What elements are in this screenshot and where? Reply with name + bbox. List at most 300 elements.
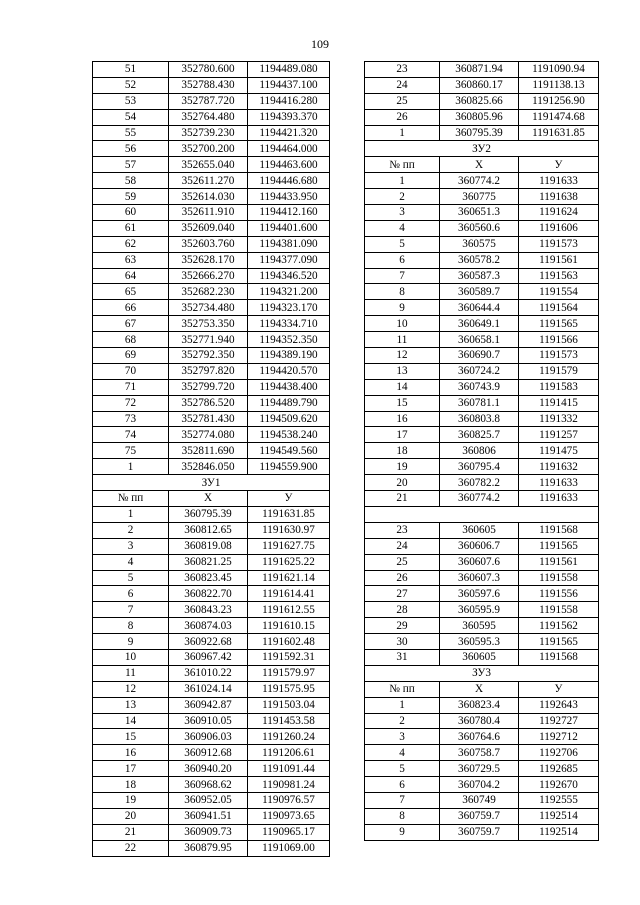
x-coordinate-cell: 360782.2	[440, 475, 519, 491]
y-coordinate-cell: 1192514	[519, 808, 599, 824]
x-coordinate-cell: 360575	[440, 236, 519, 252]
x-coordinate-cell: 360595.9	[440, 602, 519, 618]
y-coordinate-cell: 1194509.620	[248, 411, 330, 427]
table-row	[93, 252, 330, 268]
point-number-cell: 56	[93, 141, 169, 157]
y-coordinate-cell: 1191631.85	[519, 125, 599, 141]
x-coordinate-cell: 360874.03	[169, 618, 248, 634]
point-number-cell: 2	[365, 713, 440, 729]
table-row	[365, 268, 599, 284]
table-row	[365, 459, 599, 475]
table-row	[93, 300, 330, 316]
table-row	[365, 363, 599, 379]
section-title-row	[365, 665, 599, 681]
table-row	[93, 745, 330, 761]
table-row	[365, 125, 599, 141]
y-coordinate-cell: 1191633	[519, 475, 599, 491]
y-coordinate-cell: 1190965.17	[248, 824, 330, 840]
y-coordinate-cell: 1194401.600	[248, 220, 330, 236]
x-coordinate-cell: 360812.65	[169, 522, 248, 538]
table-row	[365, 284, 599, 300]
x-coordinate-cell: 360803.8	[440, 411, 519, 427]
point-number-cell: 4	[365, 745, 440, 761]
y-coordinate-cell: 1194463.600	[248, 157, 330, 173]
y-coordinate-cell: 1194446.680	[248, 173, 330, 189]
y-coordinate-cell: 1191614.41	[248, 586, 330, 602]
table-row	[365, 205, 599, 221]
x-coordinate-cell: 360825.7	[440, 427, 519, 443]
y-coordinate-cell: 1191624	[519, 205, 599, 221]
point-number-cell: 65	[93, 284, 169, 300]
table-row	[365, 109, 599, 125]
y-coordinate-cell: 1194438.400	[248, 379, 330, 395]
y-coordinate-cell: 1192727	[519, 713, 599, 729]
x-coordinate-cell: 360821.25	[169, 554, 248, 570]
x-coordinate-cell: 360704.2	[440, 777, 519, 793]
table-row	[93, 777, 330, 793]
x-coordinate-cell: 360759.7	[440, 824, 519, 840]
y-coordinate-cell: 1191138.13	[519, 77, 599, 93]
point-number-cell: 22	[93, 840, 169, 856]
y-coordinate-cell: 1191633	[519, 173, 599, 189]
y-coordinate-cell: 1191558	[519, 570, 599, 586]
x-coordinate-cell: 352614.030	[169, 189, 248, 205]
x-coordinate-cell: 360764.6	[440, 729, 519, 745]
y-coordinate-cell: 1191610.15	[248, 618, 330, 634]
point-number-cell: 63	[93, 252, 169, 268]
x-coordinate-cell: 360795.39	[169, 506, 248, 522]
point-number-cell: 24	[365, 538, 440, 554]
section-title: ЗУ2	[365, 141, 599, 157]
point-number-cell: 21	[365, 491, 440, 507]
y-coordinate-cell: 1191573	[519, 348, 599, 364]
point-number-cell: 18	[93, 777, 169, 793]
y-coordinate-cell: 1191332	[519, 411, 599, 427]
point-number-cell: 4	[365, 220, 440, 236]
x-coordinate-cell: 360822.70	[169, 586, 248, 602]
point-number-cell: 15	[365, 395, 440, 411]
table-row	[93, 141, 330, 157]
table-row	[365, 713, 599, 729]
coordinates-table-left	[92, 61, 330, 857]
y-coordinate-cell: 1191621.14	[248, 570, 330, 586]
table-row	[365, 522, 599, 538]
x-coordinate-cell: 360743.9	[440, 379, 519, 395]
x-coordinate-cell: 352846.050	[169, 459, 248, 475]
table-row	[365, 745, 599, 761]
table-row	[93, 157, 330, 173]
y-coordinate-cell: 1191091.44	[248, 761, 330, 777]
table-row	[93, 363, 330, 379]
x-coordinate-cell: 361010.22	[169, 665, 248, 681]
y-coordinate-cell: 1194421.320	[248, 125, 330, 141]
x-coordinate-cell: 360952.05	[169, 792, 248, 808]
x-coordinate-cell: 360774.2	[440, 491, 519, 507]
x-coordinate-cell: 352771.940	[169, 332, 248, 348]
y-coordinate-cell: 1194412.160	[248, 205, 330, 221]
table-row	[365, 189, 599, 205]
point-number-cell: 73	[93, 411, 169, 427]
y-coordinate-cell: 1194334.710	[248, 316, 330, 332]
y-coordinate-cell: 1192685	[519, 761, 599, 777]
x-coordinate-cell: 352764.480	[169, 109, 248, 125]
point-number-cell: 5	[365, 236, 440, 252]
y-coordinate-cell: 1191568	[519, 522, 599, 538]
y-coordinate-cell: 1191625.22	[248, 554, 330, 570]
x-coordinate-cell: 360940.20	[169, 761, 248, 777]
table-row	[93, 395, 330, 411]
table-row	[365, 729, 599, 745]
point-number-cell: 10	[365, 316, 440, 332]
x-coordinate-cell: 360607.6	[440, 554, 519, 570]
x-coordinate-cell: 352787.720	[169, 93, 248, 109]
y-coordinate-cell: 1191638	[519, 189, 599, 205]
x-coordinate-cell: 360795.39	[440, 125, 519, 141]
table-row	[93, 586, 330, 602]
blank-row	[365, 506, 599, 522]
y-coordinate-cell: 1191556	[519, 586, 599, 602]
point-number-cell: 8	[365, 284, 440, 300]
table-row	[93, 792, 330, 808]
y-coordinate-cell: 1192712	[519, 729, 599, 745]
table-row	[93, 697, 330, 713]
table-row	[93, 443, 330, 459]
x-coordinate-cell: 360595	[440, 618, 519, 634]
point-number-cell: 57	[93, 157, 169, 173]
x-coordinate-cell: 352666.270	[169, 268, 248, 284]
table-row	[365, 824, 599, 840]
y-coordinate-cell: 1191257	[519, 427, 599, 443]
point-number-cell: 59	[93, 189, 169, 205]
y-coordinate-cell: 1191069.00	[248, 840, 330, 856]
point-number-cell: 12	[93, 681, 169, 697]
y-coordinate-cell: 1194420.570	[248, 363, 330, 379]
header-x: X	[169, 491, 248, 507]
point-number-cell: 23	[365, 522, 440, 538]
y-coordinate-cell: 1194321.200	[248, 284, 330, 300]
point-number-cell: 2	[365, 189, 440, 205]
x-coordinate-cell: 360781.1	[440, 395, 519, 411]
table-row	[93, 284, 330, 300]
table-row	[93, 459, 330, 475]
point-number-cell: 3	[365, 205, 440, 221]
table-row	[93, 220, 330, 236]
table-row	[365, 761, 599, 777]
table-row	[93, 506, 330, 522]
point-number-cell: 11	[93, 665, 169, 681]
point-number-cell: 9	[93, 634, 169, 650]
y-coordinate-cell: 1192706	[519, 745, 599, 761]
y-coordinate-cell: 1191592.31	[248, 649, 330, 665]
point-number-cell: 27	[365, 586, 440, 602]
y-coordinate-cell: 1194437.100	[248, 77, 330, 93]
point-number-cell: 18	[365, 443, 440, 459]
section-title-row	[93, 475, 330, 491]
point-number-cell: 26	[365, 109, 440, 125]
header-y: У	[519, 157, 599, 173]
table-row	[365, 602, 599, 618]
table-row	[365, 586, 599, 602]
y-coordinate-cell: 1192670	[519, 777, 599, 793]
x-coordinate-cell: 360578.2	[440, 252, 519, 268]
point-number-cell: 1	[365, 173, 440, 189]
header-y: У	[519, 681, 599, 697]
point-number-cell: 58	[93, 173, 169, 189]
x-coordinate-cell: 361024.14	[169, 681, 248, 697]
point-number-cell: 9	[365, 824, 440, 840]
point-number-cell: 4	[93, 554, 169, 570]
point-number-cell: 12	[365, 348, 440, 364]
y-coordinate-cell: 1194489.790	[248, 395, 330, 411]
table-row	[365, 236, 599, 252]
table-row	[93, 634, 330, 650]
point-number-cell: 19	[93, 792, 169, 808]
table-row	[93, 316, 330, 332]
x-coordinate-cell: 352786.520	[169, 395, 248, 411]
point-number-cell: 8	[93, 618, 169, 634]
table-row	[365, 316, 599, 332]
x-coordinate-cell: 360909.73	[169, 824, 248, 840]
y-coordinate-cell: 1192555	[519, 792, 599, 808]
table-row	[365, 618, 599, 634]
y-coordinate-cell: 1191631.85	[248, 506, 330, 522]
x-coordinate-cell: 360922.68	[169, 634, 248, 650]
x-coordinate-cell: 360649.1	[440, 316, 519, 332]
y-coordinate-cell: 1194377.090	[248, 252, 330, 268]
table-row	[93, 62, 330, 78]
header-point-number: № пп	[365, 681, 440, 697]
table-row	[365, 427, 599, 443]
y-coordinate-cell: 1191563	[519, 268, 599, 284]
table-row	[93, 840, 330, 856]
point-number-cell: 66	[93, 300, 169, 316]
x-coordinate-cell: 360942.87	[169, 697, 248, 713]
y-coordinate-cell: 1191568	[519, 649, 599, 665]
point-number-cell: 5	[93, 570, 169, 586]
point-number-cell: 16	[93, 745, 169, 761]
x-coordinate-cell: 360759.7	[440, 808, 519, 824]
table-row	[93, 93, 330, 109]
header-x: X	[440, 681, 519, 697]
point-number-cell: 7	[365, 268, 440, 284]
table-row	[365, 300, 599, 316]
x-coordinate-cell: 360758.7	[440, 745, 519, 761]
point-number-cell: 3	[93, 538, 169, 554]
y-coordinate-cell: 1191474.68	[519, 109, 599, 125]
table-row	[93, 348, 330, 364]
point-number-cell: 16	[365, 411, 440, 427]
table-row	[93, 681, 330, 697]
point-number-cell: 1	[365, 697, 440, 713]
x-coordinate-cell: 360941.51	[169, 808, 248, 824]
y-coordinate-cell: 1191566	[519, 332, 599, 348]
y-coordinate-cell: 1191627.75	[248, 538, 330, 554]
point-number-cell: 10	[93, 649, 169, 665]
point-number-cell: 53	[93, 93, 169, 109]
x-coordinate-cell: 352655.040	[169, 157, 248, 173]
y-coordinate-cell: 1191554	[519, 284, 599, 300]
y-coordinate-cell: 1191579.97	[248, 665, 330, 681]
table-row	[365, 697, 599, 713]
x-coordinate-cell: 360823.4	[440, 697, 519, 713]
y-coordinate-cell: 1194393.370	[248, 109, 330, 125]
table-row	[365, 379, 599, 395]
table-row	[93, 332, 330, 348]
y-coordinate-cell: 1194346.520	[248, 268, 330, 284]
table-row	[93, 761, 330, 777]
y-coordinate-cell: 1191612.55	[248, 602, 330, 618]
y-coordinate-cell: 1194381.090	[248, 236, 330, 252]
point-number-cell: 26	[365, 570, 440, 586]
table-row	[365, 792, 599, 808]
page-number: 109	[311, 37, 329, 51]
y-coordinate-cell: 1194352.350	[248, 332, 330, 348]
y-coordinate-cell: 1191565	[519, 316, 599, 332]
point-number-cell: 55	[93, 125, 169, 141]
point-number-cell: 24	[365, 77, 440, 93]
x-coordinate-cell: 360605	[440, 522, 519, 538]
point-number-cell: 25	[365, 93, 440, 109]
right-table-body	[365, 62, 599, 841]
y-coordinate-cell: 1191562	[519, 618, 599, 634]
table-row	[365, 570, 599, 586]
table-row	[93, 189, 330, 205]
y-coordinate-cell: 1191573	[519, 236, 599, 252]
y-coordinate-cell: 1191565	[519, 538, 599, 554]
x-coordinate-cell: 360879.95	[169, 840, 248, 856]
point-number-cell: 31	[365, 649, 440, 665]
y-coordinate-cell: 1191415	[519, 395, 599, 411]
x-coordinate-cell: 352611.910	[169, 205, 248, 221]
y-coordinate-cell: 1191561	[519, 252, 599, 268]
column-header-row	[365, 681, 599, 697]
point-number-cell: 54	[93, 109, 169, 125]
y-coordinate-cell: 1191606	[519, 220, 599, 236]
table-row	[365, 411, 599, 427]
y-coordinate-cell: 1191583	[519, 379, 599, 395]
point-number-cell: 8	[365, 808, 440, 824]
point-number-cell: 6	[93, 586, 169, 602]
point-number-cell: 11	[365, 332, 440, 348]
x-coordinate-cell: 360806	[440, 443, 519, 459]
y-coordinate-cell: 1194464.000	[248, 141, 330, 157]
header-point-number: № пп	[365, 157, 440, 173]
x-coordinate-cell: 360606.7	[440, 538, 519, 554]
section-title: ЗУ3	[365, 665, 599, 681]
x-coordinate-cell: 360595.3	[440, 634, 519, 650]
point-number-cell: 14	[365, 379, 440, 395]
left-table-body	[93, 62, 330, 857]
point-number-cell: 23	[365, 62, 440, 78]
x-coordinate-cell: 352611.270	[169, 173, 248, 189]
table-row	[365, 634, 599, 650]
x-coordinate-cell: 352780.600	[169, 62, 248, 78]
x-coordinate-cell: 360967.42	[169, 649, 248, 665]
table-row	[365, 443, 599, 459]
x-coordinate-cell: 352811.690	[169, 443, 248, 459]
table-row	[93, 427, 330, 443]
x-coordinate-cell: 352797.820	[169, 363, 248, 379]
table-row	[93, 618, 330, 634]
x-coordinate-cell: 360860.17	[440, 77, 519, 93]
table-row	[93, 522, 330, 538]
table-row	[93, 109, 330, 125]
blank-cell	[365, 506, 599, 522]
x-coordinate-cell: 352774.080	[169, 427, 248, 443]
point-number-cell: 67	[93, 316, 169, 332]
x-coordinate-cell: 360589.7	[440, 284, 519, 300]
x-coordinate-cell: 360795.4	[440, 459, 519, 475]
x-coordinate-cell: 352700.200	[169, 141, 248, 157]
x-coordinate-cell: 360651.3	[440, 205, 519, 221]
x-coordinate-cell: 352739.230	[169, 125, 248, 141]
y-coordinate-cell: 1191579	[519, 363, 599, 379]
y-coordinate-cell: 1190973.65	[248, 808, 330, 824]
x-coordinate-cell: 360823.45	[169, 570, 248, 586]
point-number-cell: 61	[93, 220, 169, 236]
table-row	[365, 173, 599, 189]
point-number-cell: 60	[93, 205, 169, 221]
x-coordinate-cell: 352603.760	[169, 236, 248, 252]
point-number-cell: 30	[365, 634, 440, 650]
x-coordinate-cell: 360587.3	[440, 268, 519, 284]
x-coordinate-cell: 352799.720	[169, 379, 248, 395]
x-coordinate-cell: 360607.3	[440, 570, 519, 586]
x-coordinate-cell: 360871.94	[440, 62, 519, 78]
table-row	[365, 220, 599, 236]
table-row	[93, 379, 330, 395]
table-row	[93, 665, 330, 681]
point-number-cell: 62	[93, 236, 169, 252]
point-number-cell: 20	[365, 475, 440, 491]
x-coordinate-cell: 360605	[440, 649, 519, 665]
point-number-cell: 3	[365, 729, 440, 745]
point-number-cell: 1	[365, 125, 440, 141]
y-coordinate-cell: 1190981.24	[248, 777, 330, 793]
section-title: ЗУ1	[93, 475, 330, 491]
point-number-cell: 21	[93, 824, 169, 840]
point-number-cell: 20	[93, 808, 169, 824]
table-row	[365, 475, 599, 491]
x-coordinate-cell: 352753.350	[169, 316, 248, 332]
y-coordinate-cell: 1194559.900	[248, 459, 330, 475]
header-point-number: № пп	[93, 491, 169, 507]
y-coordinate-cell: 1191453.58	[248, 713, 330, 729]
point-number-cell: 13	[365, 363, 440, 379]
column-header-row	[365, 157, 599, 173]
point-number-cell: 25	[365, 554, 440, 570]
y-coordinate-cell: 1191260.24	[248, 729, 330, 745]
x-coordinate-cell: 360912.68	[169, 745, 248, 761]
table-row	[93, 824, 330, 840]
table-row	[93, 570, 330, 586]
table-row	[93, 173, 330, 189]
y-coordinate-cell: 1192514	[519, 824, 599, 840]
table-row	[365, 491, 599, 507]
x-coordinate-cell: 360560.6	[440, 220, 519, 236]
point-number-cell: 6	[365, 252, 440, 268]
y-coordinate-cell: 1191575.95	[248, 681, 330, 697]
point-number-cell: 9	[365, 300, 440, 316]
coordinates-table-right	[364, 61, 599, 841]
y-coordinate-cell: 1194549.560	[248, 443, 330, 459]
x-coordinate-cell: 360724.2	[440, 363, 519, 379]
x-coordinate-cell: 360780.4	[440, 713, 519, 729]
table-row	[365, 808, 599, 824]
y-coordinate-cell: 1194416.280	[248, 93, 330, 109]
y-coordinate-cell: 1191558	[519, 602, 599, 618]
point-number-cell: 52	[93, 77, 169, 93]
